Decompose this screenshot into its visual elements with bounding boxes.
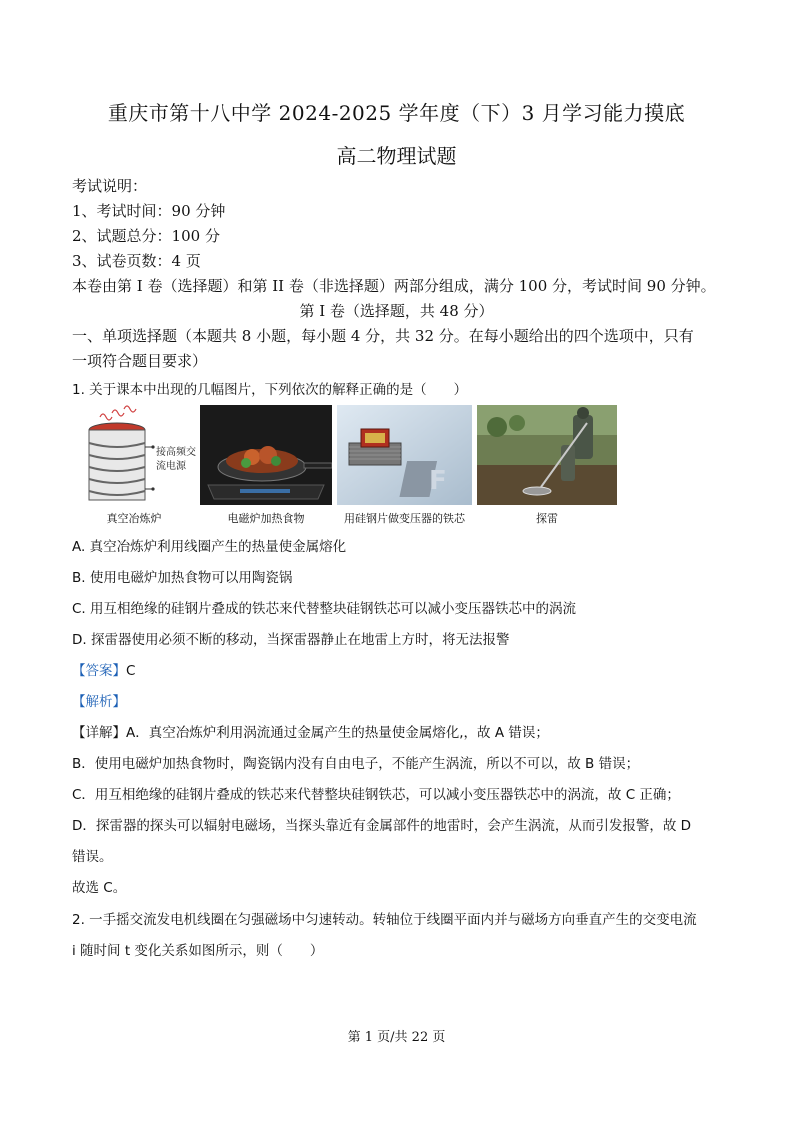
answer-tag: 【答案】 — [72, 663, 126, 679]
detail-line — [72, 721, 549, 741]
page-title: 重庆市第十八中学 2024-2025 学年度（下）3 月学习能力摸底 — [107, 101, 686, 125]
transformer-core-figure — [337, 405, 472, 505]
vacuum-furnace-figure — [72, 405, 196, 505]
question-1-stem: 1. 关于课本中出现的几幅图片，下列依次的解释正确的是（ ） — [72, 382, 468, 398]
question-2-stem-line2: i 随时间 t 变化关系如图所示，则（ ） — [72, 943, 324, 959]
figure-label: 接高频交 — [156, 447, 196, 458]
option-d: D. 探雷器使用必须不断的移动，当探雷器静止在地雷上方时，将无法报警 — [72, 632, 510, 648]
figure-label: 流电源 — [156, 461, 186, 472]
instruction-item: 1、考试时间：90 分钟 — [72, 202, 226, 220]
option-b: B. 使用电磁炉加热食物可以用陶瓷锅 — [72, 570, 293, 586]
mine-detection-figure — [477, 405, 617, 505]
induction-cooker-figure — [200, 405, 332, 505]
page-subtitle: 高二物理试题 — [336, 144, 457, 168]
conclusion: 故选 C。 — [72, 880, 127, 896]
analysis-tag: 【解析】 — [72, 694, 126, 710]
question-2-stem-line1: 2. 一手摇交流发电机线圈在匀强磁场中匀速转动。转轴位于线圈平面内并与磁场方向垂直产生的交变电流 — [72, 912, 697, 928]
figure-caption: 电磁炉加热食物 — [227, 512, 305, 525]
page-number: 第 1 页/共 22 页 — [347, 1030, 446, 1045]
detail-line: B．使用电磁炉加热食物时，陶瓷锅内没有自由电子，不能产生涡流，所以不可以，故 B 错误； — [72, 756, 640, 772]
section-heading-line2: 一项符合题目要求） — [72, 352, 208, 370]
instructions-heading: 考试说明： — [72, 177, 148, 195]
figure-caption: 真空冶炼炉 — [106, 512, 162, 525]
detail-text: A．真空冶炼炉利用涡流通过金属产生的热量使金属熔化,，故 A 错误； — [126, 725, 549, 741]
option-a: A. 真空冶炼炉利用线圈产生的热量使金属熔化 — [72, 539, 347, 555]
answer-line — [72, 659, 135, 679]
instruction-item: 2、试题总分：100 分 — [72, 227, 220, 245]
svg-text:F: F — [429, 466, 447, 496]
instruction-item: 3、试卷页数：4 页 — [72, 252, 201, 270]
figure-caption: 探雷 — [536, 512, 558, 525]
instructions-summary: 本卷由第 I 卷（选择题）和第 II 卷（非选择题）两部分组成，满分 100 分，考试时间 90 分钟。 — [72, 277, 716, 295]
detail-line: 错误。 — [72, 849, 113, 865]
section-heading-line1: 一、单项选择题（本题共 8 小题，每小题 4 分，共 32 分。在每小题给出的四个选项中，只有 — [72, 327, 694, 345]
option-c: C. 用互相绝缘的硅钢片叠成的铁芯来代替整块硅钢铁芯可以减小变压器铁芯中的涡流 — [72, 601, 577, 617]
detail-line: C．用互相绝缘的硅钢片叠成的铁芯来代替整块硅钢铁芯，可以减小变压器铁芯中的涡流，故 C 正确； — [72, 787, 680, 803]
detail-line: D．探雷器的探头可以辐射电磁场，当探头靠近有金属部件的地雷时，会产生涡流，从而引发报警，故 D — [72, 818, 692, 834]
part1-heading: 第 I 卷（选择题，共 48 分） — [299, 302, 494, 320]
answer-value: C — [126, 663, 136, 679]
detail-tag: 【详解】 — [72, 725, 126, 741]
figure-caption: 用硅钢片做变压器的铁芯 — [344, 512, 465, 525]
